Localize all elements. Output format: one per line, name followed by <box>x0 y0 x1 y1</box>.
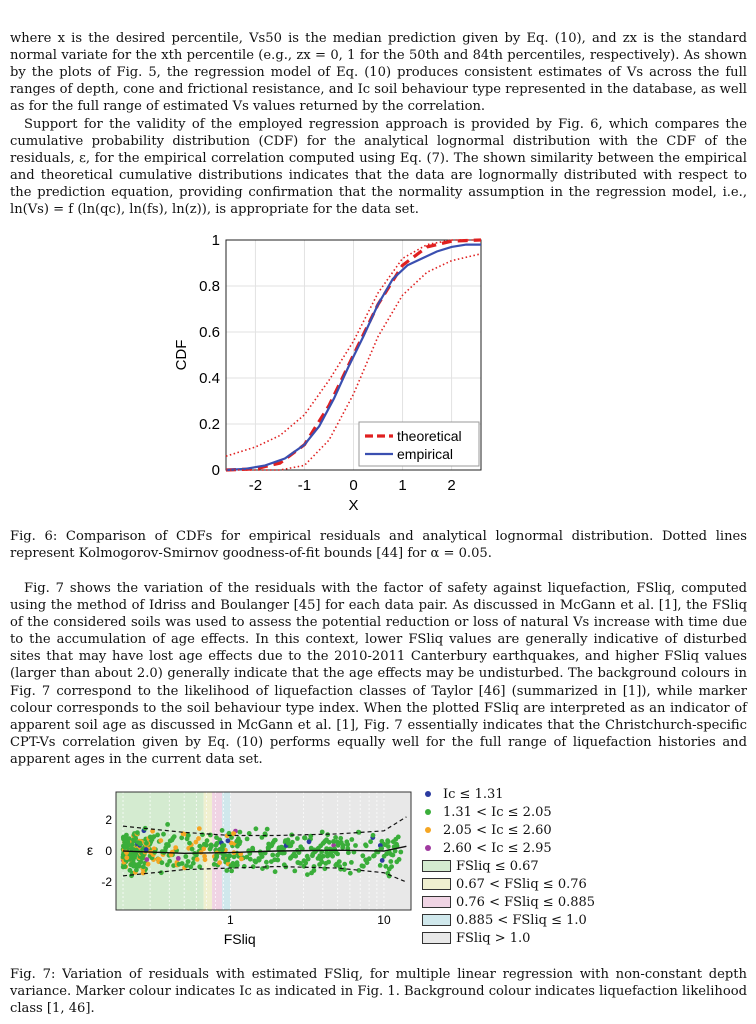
residual-point <box>229 869 234 874</box>
residual-point <box>348 871 353 876</box>
residual-point <box>226 858 231 863</box>
residual-point <box>349 837 354 842</box>
x-tick-label: 2 <box>447 477 456 494</box>
legend-label: 1.31 < Ic ≤ 2.05 <box>443 804 552 820</box>
legend-entry <box>422 893 752 911</box>
y-tick-label: -2 <box>101 875 112 890</box>
residual-point <box>220 828 225 833</box>
residual-point <box>220 847 225 852</box>
residual-point <box>187 841 192 846</box>
residual-point <box>183 854 188 859</box>
residual-point <box>208 833 213 838</box>
residual-point <box>135 830 140 835</box>
residual-point <box>307 839 312 844</box>
residual-point <box>184 863 189 868</box>
residual-point <box>387 867 392 872</box>
y-axis-label: CDF <box>173 339 190 371</box>
residual-point <box>122 845 127 850</box>
legend-label: 2.05 < Ic ≤ 2.60 <box>443 822 552 838</box>
residual-point <box>360 853 365 858</box>
residual-point <box>257 857 262 862</box>
residual-point <box>146 862 151 867</box>
residual-point <box>226 838 231 843</box>
residual-point <box>353 843 358 848</box>
residual-point <box>128 868 133 873</box>
residual-point <box>292 869 297 874</box>
residual-point <box>197 844 202 849</box>
legend-entry <box>422 911 752 929</box>
residual-point <box>326 860 331 865</box>
x-tick-label: -1 <box>297 477 312 494</box>
y-tick-label: 0 <box>211 462 220 479</box>
residual-point <box>318 857 323 862</box>
residual-point <box>203 857 208 862</box>
x-tick-label: -2 <box>248 477 263 494</box>
y-tick-label: 0.4 <box>199 370 220 387</box>
residual-point <box>340 845 345 850</box>
fig7-residual-scatter <box>70 788 420 953</box>
residual-point <box>235 860 240 865</box>
legend-label-empirical: empirical <box>397 446 454 462</box>
legend-entry <box>422 929 752 947</box>
residual-point <box>394 859 399 864</box>
residual-point <box>196 836 201 841</box>
residual-point <box>208 847 213 852</box>
residual-point <box>214 843 219 848</box>
residual-point <box>371 833 376 838</box>
residual-point <box>303 836 308 841</box>
legend-label: FSliq > 1.0 <box>456 930 531 946</box>
legend-label-theoretical: theoretical <box>397 428 462 444</box>
residual-point <box>391 853 396 858</box>
residual-point <box>204 843 209 848</box>
residual-point <box>342 862 347 867</box>
residual-point <box>166 843 171 848</box>
y-tick-label: 0.8 <box>199 278 220 295</box>
residual-point <box>380 858 385 863</box>
residual-point <box>254 826 259 831</box>
residual-point <box>176 856 181 861</box>
y-axis-label: ε <box>86 842 94 858</box>
residual-point <box>213 857 218 862</box>
paragraph-2: Support for the validity of the employed regression approach is provided by Fig. 6, which compares the cumulative probability distribution (CDF) for the analytical lognormal distribution with the CDF of the residuals, ε, for the empirical correlation computed using Eq. (7). The shown similarity between the empirical and theoretical cumulative distributions indicates that the data are lognormally distributed with respect to the prediction equation, providing confirmation that the normality assumption in the regression model, i.e., ln(Vs) = f (ln(qc), ln(fs), ln(z)), is appropriate for the data set. <box>10 117 747 218</box>
residual-point <box>141 864 146 869</box>
marker-swatch <box>425 845 431 851</box>
residual-point <box>165 822 170 827</box>
residual-point <box>144 841 149 846</box>
residual-point <box>186 859 191 864</box>
residual-point <box>324 837 329 842</box>
residual-point <box>137 841 142 846</box>
band-swatch <box>422 860 451 872</box>
legend-entry <box>422 839 752 857</box>
residual-point <box>323 866 328 871</box>
residual-point <box>333 835 338 840</box>
residual-point <box>158 838 163 843</box>
residual-point <box>123 835 128 840</box>
residual-point <box>270 853 275 858</box>
residual-point <box>338 867 343 872</box>
residual-point <box>286 838 291 843</box>
residual-point <box>248 857 253 862</box>
residual-point <box>388 859 393 864</box>
residual-point <box>396 835 401 840</box>
residual-point <box>141 871 146 876</box>
legend-entry <box>422 875 752 893</box>
residual-point <box>265 827 270 832</box>
residual-point <box>305 854 310 859</box>
residual-point <box>133 836 138 841</box>
x-tick-label: 1 <box>398 477 407 494</box>
fig7-legend <box>422 785 752 947</box>
x-axis-label: X <box>348 497 359 514</box>
y-tick-label: 0.6 <box>199 324 220 341</box>
residual-point <box>252 859 257 864</box>
legend-entry <box>422 857 752 875</box>
band-swatch <box>422 878 451 890</box>
paragraph-1: where x is the desired percentile, Vs50 is the median prediction given by Eq. (10), and zx is the standard normal variate for the xth percentile (e.g., zx = 0, 1 for the 50th and 84th percentiles, respectively). As shown by the plots of Fig. 5, the regression model of Eq. (10) produces consistent estimates of Vs across the full ranges of depth, cone and frictional resistance, and Ic soil behaviour type represented in the database, as well as for the full range of estimated Vs values returned by the correlation. <box>10 31 747 115</box>
residual-point <box>137 864 142 869</box>
residual-point <box>386 839 391 844</box>
residual-point <box>272 857 277 862</box>
marker-swatch <box>425 827 431 833</box>
residual-point <box>238 830 243 835</box>
residual-point <box>269 843 274 848</box>
residual-point <box>160 860 165 865</box>
residual-point <box>364 843 369 848</box>
residual-point <box>295 836 300 841</box>
residual-point <box>131 864 136 869</box>
residual-point <box>296 860 301 865</box>
x-tick-label: 0 <box>349 477 358 494</box>
residual-point <box>177 862 182 867</box>
residual-point <box>152 834 157 839</box>
residual-point <box>245 837 250 842</box>
legend-label: Ic ≤ 1.31 <box>443 786 504 802</box>
fig7-caption: Fig. 7: Variation of residuals with estimated FSliq, for multiple linear regression with non-constant depth variance. Marker colour indicates Ic as indicated in Fig. 1. Background colour indicates liquefaction likelihood class [1, 46]. <box>10 967 747 1017</box>
residual-point <box>364 858 369 863</box>
residual-point <box>217 860 222 865</box>
residual-point <box>264 860 269 865</box>
legend-label: 2.60 < Ic ≤ 2.95 <box>443 840 552 856</box>
residual-point <box>305 872 310 877</box>
fig6-cdf-chart <box>170 232 490 517</box>
legend-label: 0.76 < FSliq ≤ 0.885 <box>456 894 596 910</box>
residual-point <box>190 847 195 852</box>
residual-point <box>205 838 210 843</box>
residual-point <box>338 841 343 846</box>
legend-entry <box>422 803 752 821</box>
residual-point <box>290 854 295 859</box>
marker-swatch <box>425 791 431 797</box>
residual-point <box>371 854 376 859</box>
residual-point <box>272 838 277 843</box>
residual-point <box>279 845 284 850</box>
residual-point <box>191 861 196 866</box>
residual-point <box>368 839 373 844</box>
y-tick-label: 2 <box>105 812 112 827</box>
x-tick-label: 1 <box>227 913 234 927</box>
residual-point <box>238 839 243 844</box>
residual-point <box>173 845 178 850</box>
residual-point <box>320 830 325 835</box>
y-tick-label: 0.2 <box>199 416 220 433</box>
x-axis-label: FSliq <box>223 931 256 947</box>
residual-point <box>251 864 256 869</box>
x-tick-label: 10 <box>377 913 391 927</box>
fig6-caption: Fig. 6: Comparison of CDFs for empirical residuals and analytical lognormal distribution. Dotted lines represent Kolmogorov-Smirnov goodness-of-fit bounds [44] for α = 0.05. <box>10 529 747 562</box>
residual-point <box>273 869 278 874</box>
residual-point <box>345 842 350 847</box>
legend-label: 0.67 < FSliq ≤ 0.76 <box>456 876 587 892</box>
residual-point <box>195 857 200 862</box>
residual-point <box>349 860 354 865</box>
paragraph-3: Fig. 7 shows the variation of the residuals with the factor of safety against liquefaction, FSliq, computed using the method of Idriss and Boulanger [45] for each data pair. As discussed in McGann et al. [1], the FSliq of the considered soils was used to assess the potential reduction or loss of natural Vs increase with time due to the accumulation of age effects. In this context, lower FSliq values are generally indicative of disturbed sites that may have lost age effects due to the 2010-2011 Canterbury earthquakes, and higher FSliq values (larger than about 2.0) generally indicate that the age effects may be undisturbed. The background colours in Fig. 7 correspond to the likelihood of liquefaction classes of Taylor [46] (summarized in [1]), while marker colour corresponds to the soil behaviour type index. When the plotted FSliq are interpreted as an indicator of apparent soil age as discussed in McGann et al. [1], Fig. 7 essentially indicates that the Christchurch-specific CPT-Vs correlation given by Eq. (10) performs equally well for the full range of liquefaction histories and apparent ages in the current data set. <box>10 581 747 767</box>
residual-point <box>144 857 149 862</box>
residual-point <box>171 836 176 841</box>
legend-entry <box>422 821 752 839</box>
residual-point <box>124 855 129 860</box>
band-swatch <box>422 914 451 926</box>
residual-point <box>167 859 172 864</box>
band-swatch <box>422 896 451 908</box>
residual-point <box>337 859 342 864</box>
residual-point <box>398 850 403 855</box>
residual-point <box>224 868 229 873</box>
residual-point <box>197 826 202 831</box>
y-tick-label: 0 <box>105 844 112 858</box>
residual-point <box>123 864 128 869</box>
residual-point <box>129 853 134 858</box>
legend-entry <box>422 785 752 803</box>
residual-point <box>378 863 383 868</box>
marker-swatch <box>425 809 431 815</box>
residual-point <box>156 857 161 862</box>
residual-point <box>310 853 315 858</box>
y-tick-label: 1 <box>211 232 220 249</box>
residual-point <box>338 836 343 841</box>
band-swatch <box>422 932 451 944</box>
residual-point <box>161 832 166 837</box>
residual-point <box>185 836 190 841</box>
residual-point <box>361 864 366 869</box>
residual-point <box>239 857 244 862</box>
legend-label: 0.885 < FSliq ≤ 1.0 <box>456 912 587 928</box>
residual-point <box>302 864 307 869</box>
legend-label: FSliq ≤ 0.67 <box>456 858 539 874</box>
residual-point <box>312 864 317 869</box>
